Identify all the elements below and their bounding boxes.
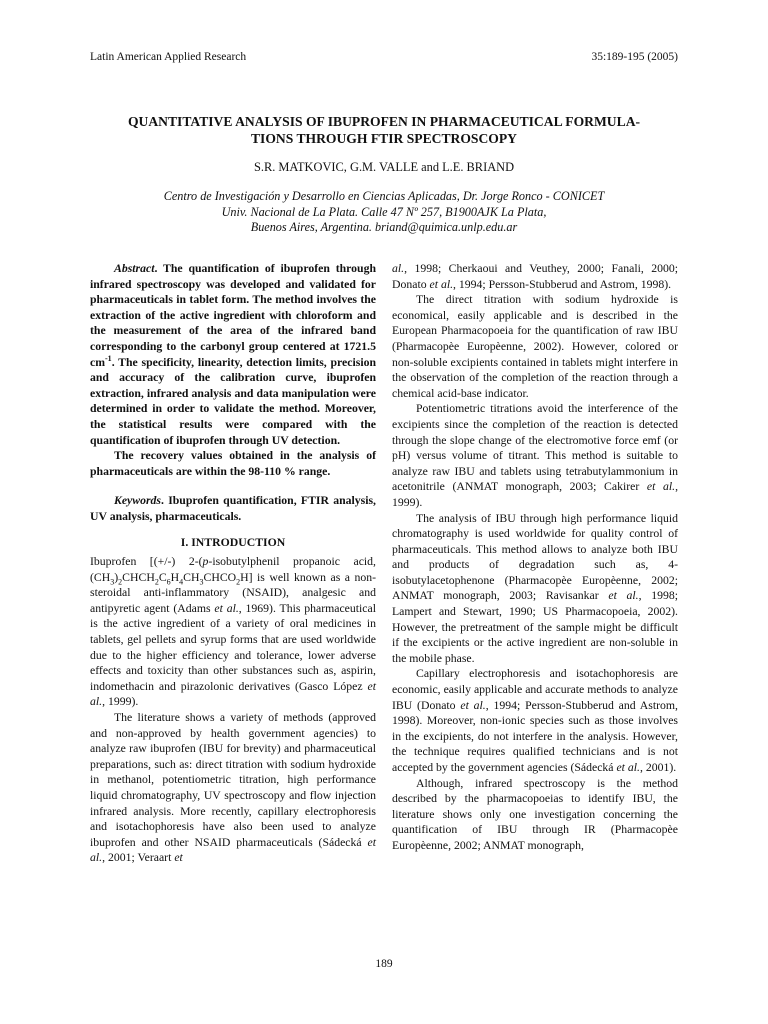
abstract-paragraph: Abstract. The quantification of ibuprofen through infrared spectroscopy was developed and validated for pharmaceuticals in tablet form. The method involves the extraction of the active ingredient with chloroform and the measurement of the area of the infrared band corresponding to the carbonyl group centered at 1721.5 $cm^{-1}$. The specificity, linearity, detection limits, precision and accuracy of the calibration curve, ibuprofen extraction, infrared analysis and data manipulation were determined in order to validate the method. Moreover, the statistical results were compared with the quantification of ibuprofen through UV detection. xyxy=(90,262,376,447)
section-heading-introduction: I. INTRODUCTION xyxy=(180,535,286,549)
right-paragraph-5: Although, infrared spectroscopy is the method described by the pharmacopoeias to identify IBU, the literature shows only one investigation concerning the quantification of IBU through IR (Pharmacopèe Europèenne, 2002; ANMAT monograph, xyxy=(392,776,678,852)
journal-name: Latin American Applied Research xyxy=(90,51,247,63)
right-paragraph-3: The analysis of IBU through high performance liquid chromatography is used worldwide for quality control of pharmaceuticals. This method allows to analyze both IBU and products of degradation such as, 4-isobutylacetophenone (Pharmacopèe Europèenne, 2002; ANMAT monograph, 2003; Ravisankar et al., 1998; Lampert and Stewart, 1990; US Pharmacopoeia, 2002). However, the pretreatment of the sample might be difficult if the excipients or the active ingredient are non-soluble in the mobile phase. xyxy=(392,511,679,665)
authors: S.R. MATKOVIC, G.M. VALLE and L.E. BRIAND xyxy=(253,160,515,174)
right-paragraph-0: al., 1998; Cherkaoui and Veuthey, 2000; Fanali, 2000; Donato et al., 1994; Persson-Stubberud and Astrom, 1998). xyxy=(392,262,678,291)
journal-citation: 35:189-195 (2005) xyxy=(591,51,678,63)
title-line-2: TIONS THROUGH FTIR SPECTROSCOPY xyxy=(250,131,517,146)
page-number: 189 xyxy=(375,958,393,970)
keywords-label: Keywords xyxy=(114,494,161,508)
affiliation-line-2: Univ. Nacional de La Plata. Calle 47 Nº 257, B1900AJK La Plata, xyxy=(221,204,547,219)
affiliation-line-1: Centro de Investigación y Desarrollo en Ciencias Aplicadas, Dr. Jorge Ronco - CONICET xyxy=(163,189,605,203)
intro-paragraph-1: Ibuprofen [(+/-) 2-(p-isobutylphenil propanoic acid, $(CH_3)_2CHCH_2C_6H_4CH_3CHCO_2H$] is well known as a non-steroidal anti-inflammatory (NSAID), analgesic and antipyretic agent (Adams et al., 1969). This pharmaceutical is the active ingredient of a variety of oral medicines in tablets, gel pellets and syrup forms that are used worldwide due to the higher efficiency and tolerance, lower adverse effects and toxicity than other substances such as, aspirin, indomethacin and pirazolonic derivatives (Gasco López et al., 1999). xyxy=(90,555,376,709)
paper-title xyxy=(80,113,688,147)
title-line-1: QUANTITATIVE ANALYSIS OF IBUPROFEN IN PHARMACEUTICAL FORMULA- xyxy=(127,114,641,129)
left-column xyxy=(90,261,376,866)
abstract-paragraph-2: The recovery values obtained in the analysis of pharmaceuticals are within the 98-110 % range. xyxy=(90,449,376,478)
right-paragraph-1: The direct titration with sodium hydroxide is economical, easily applicable and is described in the European Pharmacopoeia for the quantification of raw IBU (Pharmacopèe Europèenne, 2002). However, colored or non-soluble excipients contained in tablets might interfere in the observation of the completion of the reaction through a chemical acid-base indicator. xyxy=(392,293,678,400)
right-column xyxy=(392,261,678,854)
abstract-label: Abstract xyxy=(114,262,155,275)
right-paragraph-2: Potentiometric titrations avoid the interference of the excipients since the completion of the reaction is detected through the slope change of the electromotive force emf (or pH) versus volume of titrant. This method is suitable to analyze raw IBU and tablets using tetrabutylammonium in acetonitrile (ANMAT monograph, 2003; Cakirer et al., 1999). xyxy=(392,402,679,509)
right-paragraph-4: Capillary electrophoresis and isotachophoresis are economic, easily applicable and accurate methods to analyze IBU (Donato et al., 1994; Persson-Stubberud and Astrom, 1998). Moreover, non-ionic species such as those involves in the excipients, do not interfere in the analysis. However, the technique requires qualified technicians and is not accepted by the government agencies (Sádecká et al., 2001). xyxy=(392,667,678,774)
intro-paragraph-2: The literature shows a variety of methods (approved and non-approved by health government agencies) to analyze raw ibuprofen (IBU for brevity) and pharmaceutical preparations, such as: direct titration with sodium hydroxide in methanol, potentiometric titration, high performance liquid chromatography, UV spectroscopy and flow injection infrared analysis. More recently, capillary electrophoresis and isotachophoresis have also been used to analyze ibuprofen and other NSAID pharmaceuticals (Sádecká et al., 2001; Veraart et xyxy=(90,711,376,865)
keywords-paragraph: Keywords. Ibuprofen quantification, FTIR analysis, UV analysis, pharmaceuticals. xyxy=(90,494,376,523)
affiliation xyxy=(80,189,688,236)
affiliation-line-3: Buenos Aires, Argentina. briand@quimica.unlp.edu.ar xyxy=(250,220,518,234)
